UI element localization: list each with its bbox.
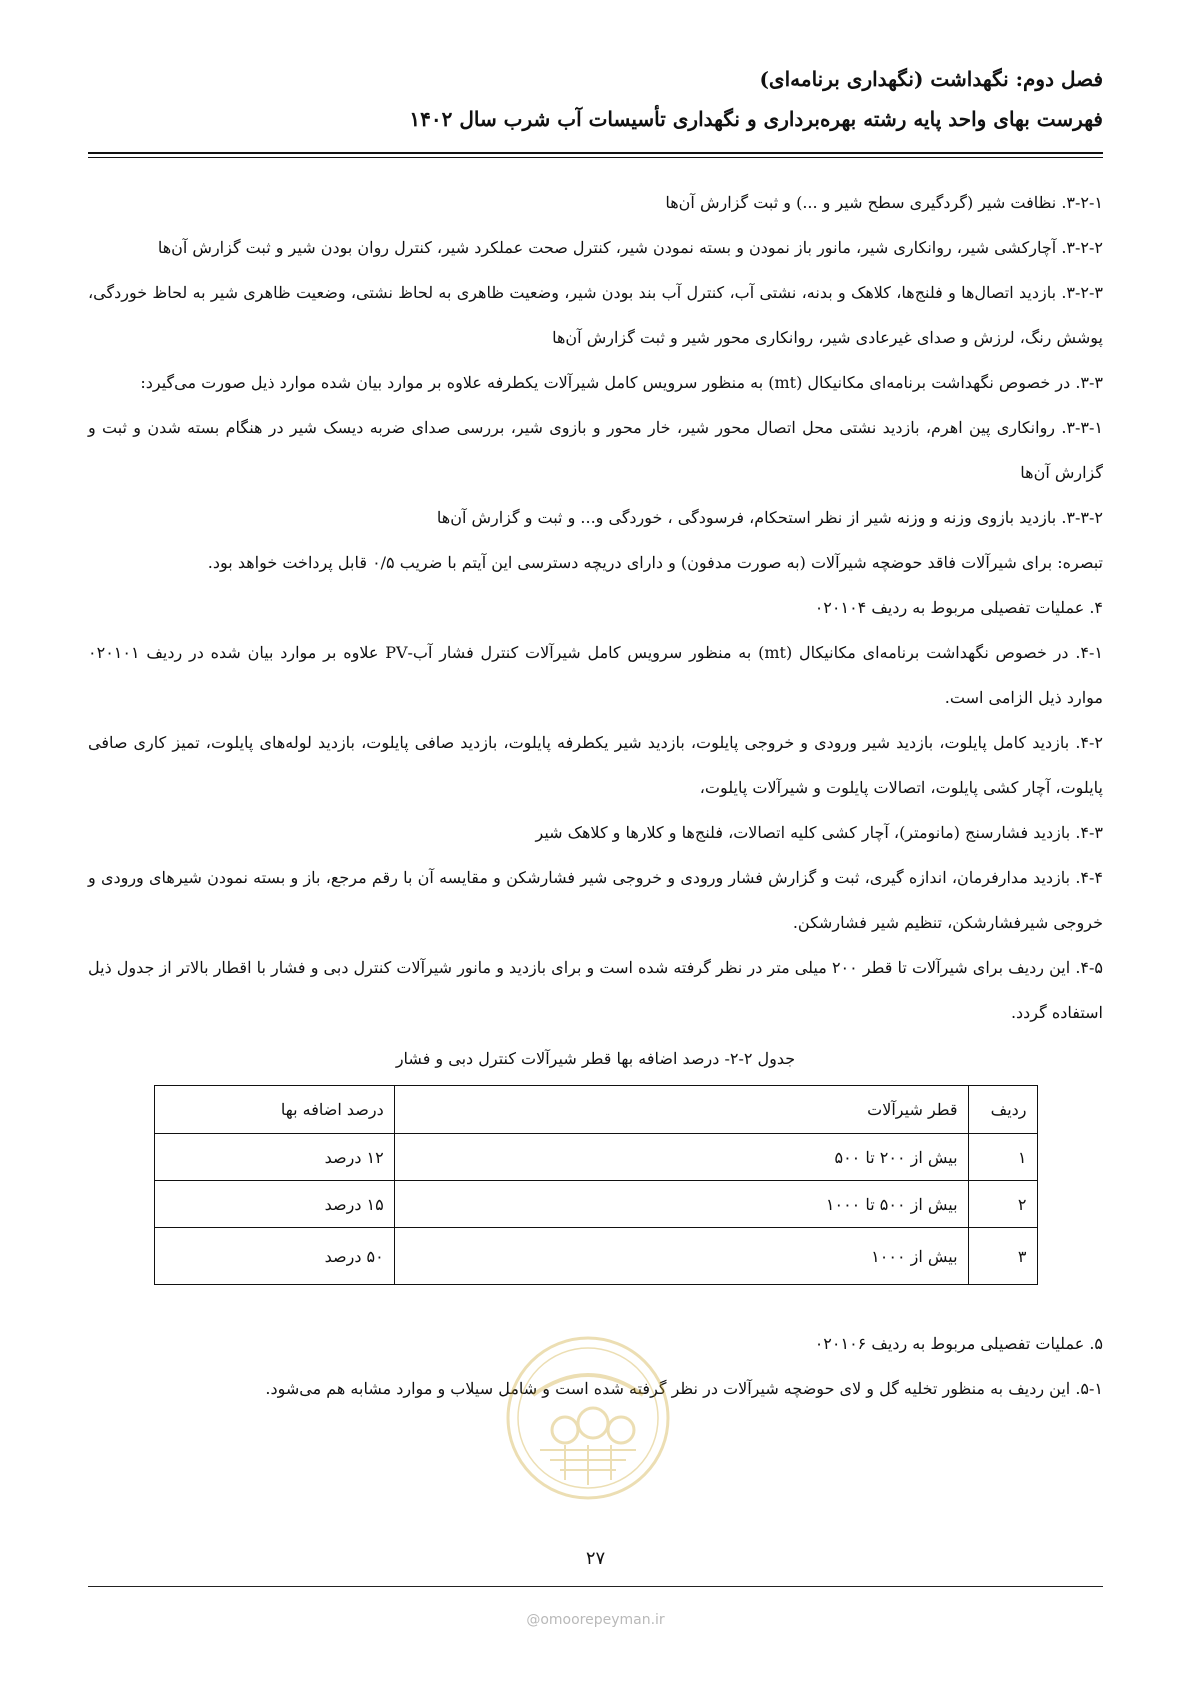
row-index: ۱ (968, 1134, 1037, 1181)
table-caption: جدول ۲-۲- درصد اضافه بها قطر شیرآلات کنترل دبی و فشار (395, 1049, 796, 1068)
section-heading: ۵. عملیات تفصیلی مربوط به ردیف ۰۲۰۱۰۶ (814, 1334, 1103, 1353)
surcharge-table (154, 1085, 1038, 1285)
table-row (154, 1181, 1037, 1228)
row-surcharge: ۱۲ درصد (154, 1134, 394, 1181)
note-paragraph: تبصره: برای شیرآلات فاقد حوضچه شیرآلات (به صورت مدفون) و دارای دریچه دسترسی این آیتم با ضریب ۰/۵ قابل پرداخت خواهد بود. (207, 553, 1103, 572)
header-surcharge-percent: درصد اضافه بها (154, 1086, 394, 1134)
paragraph: ۳-۲-۲. آچارکشی شیر، روانکاری شیر، مانور باز نمودن و بسته نمودن شیر، کنترل صحت عملکرد شیر، کنترل روان بودن شیر و ثبت گزارش آن‌ها (157, 238, 1103, 257)
page-number: ۲۷ (585, 1548, 606, 1569)
table-row (154, 1134, 1037, 1181)
paragraph: ۴-۲. بازدید کامل پایلوت، بازدید شیر ورودی و خروجی پایلوت، بازدید شیر یکطرفه پایلوت، بازدید صافی پایلوت، بازدید لوله‌های پایلوت، تمیز کاری صافی پایلوت، آچار کشی پایلوت، اتصالات پایلوت و شیرآلات پایلوت، (88, 733, 1103, 797)
table-row (154, 1228, 1037, 1285)
watermark-url: @omoorepeyman.ir (526, 1612, 665, 1628)
header-index: ردیف (968, 1086, 1037, 1134)
paragraph: ۴-۱. در خصوص نگهداشت برنامه‌ای مکانیکال (mt) به منظور سرویس کامل شیرآلات کنترل فشار آب-PV علاوه بر موارد بیان شده در ردیف ۰۲۰۱۰۱ موارد ذیل الزامی است. (88, 643, 1103, 707)
row-diameter-range: بیش از ۵۰۰ تا ۱۰۰۰ (394, 1181, 968, 1228)
paragraph: ۳-۳. در خصوص نگهداشت برنامه‌ای مکانیکال (mt) به منظور سرویس کامل شیرآلات یکطرفه علاوه بر موارد بیان شده موارد ذیل صورت می‌گیرد: (140, 373, 1103, 392)
page-header (88, 64, 1103, 134)
row-surcharge: ۵۰ درصد (154, 1228, 394, 1285)
paragraph: ۴-۴. بازدید مدارفرمان، اندازه گیری، ثبت و گزارش فشار ورودی و خروجی شیر فشارشکن و مقایسه آن با رقم مرجع، باز و بسته نمودن شیرهای ورودی و خروجی شیرفشارشکن، تنظیم شیر فشارشکن. (88, 868, 1103, 932)
row-index: ۳ (968, 1228, 1037, 1285)
document-title: فهرست بهای واحد پایه رشته بهره‌برداری و نگهداری تأسیسات آب شرب سال ۱۴۰۲ (409, 107, 1103, 131)
paragraph: ۴-۵. این ردیف برای شیرآلات تا قطر ۲۰۰ میلی متر در نظر گرفته شده است و برای بازدید و مانور شیرآلات کنترل دبی و فشار با اقطار بالاتر از جدول ذیل استفاده گردد. (88, 958, 1103, 1022)
row-diameter-range: بیش از ۱۰۰۰ (394, 1228, 968, 1285)
row-surcharge: ۱۵ درصد (154, 1181, 394, 1228)
chapter-title: فصل دوم: نگهداشت (نگهداری برنامه‌ای) (759, 67, 1103, 91)
paragraph: ۳-۲-۱. نظافت شیر (گردگیری سطح شیر و ...) و ثبت گزارش آن‌ها (665, 193, 1103, 212)
paragraph: ۴-۳. بازدید فشارسنج (مانومتر)، آچار کشی کلیه اتصالات، فلنج‌ها و کلارها و کلاهک شیر (535, 823, 1103, 842)
footer-rule (88, 1586, 1103, 1587)
row-diameter-range: بیش از ۲۰۰ تا ۵۰۰ (394, 1134, 968, 1181)
paragraph: ۳-۳-۲. بازدید بازوی وزنه و وزنه شیر از نظر استحکام، فرسودگی ، خوردگی و... و ثبت و گزارش آن‌ها (436, 508, 1103, 527)
page-body (88, 180, 1103, 1411)
section-heading: ۴. عملیات تفصیلی مربوط به ردیف ۰۲۰۱۰۴ (814, 598, 1103, 617)
paragraph: ۵-۱. این ردیف به منظور تخلیه گل و لای حوضچه شیرآلات در نظر گرفته شده است و شامل سیلاب و موارد مشابه هم می‌شود. (265, 1379, 1103, 1398)
row-index: ۲ (968, 1181, 1037, 1228)
watermark-seal-icon (505, 1335, 671, 1501)
paragraph: ۳-۲-۳. بازدید اتصال‌ها و فلنج‌ها، کلاهک و بدنه، نشتی آب، کنترل آب بند بودن شیر، وضعیت ظاهری به لحاظ نشتی، وضعیت ظاهری شیر به لحاظ خوردگی، پوشش رنگ، لرزش و صدای غیرعادی شیر، روانکاری محور شیر و ثبت گزارش آن‌ها (88, 283, 1104, 347)
paragraph: ۳-۳-۱. روانکاری پین اهرم، بازدید نشتی محل اتصال محور شیر، خار محور و بازوی شیر، بررسی صدای ضربه دیسک شیر در هنگام بسته شدن و ثبت و گزارش آن‌ها (88, 418, 1104, 482)
header-valve-diameter: قطر شیرآلات (394, 1086, 968, 1134)
table-header-row (154, 1086, 1037, 1134)
header-rule (88, 152, 1103, 158)
